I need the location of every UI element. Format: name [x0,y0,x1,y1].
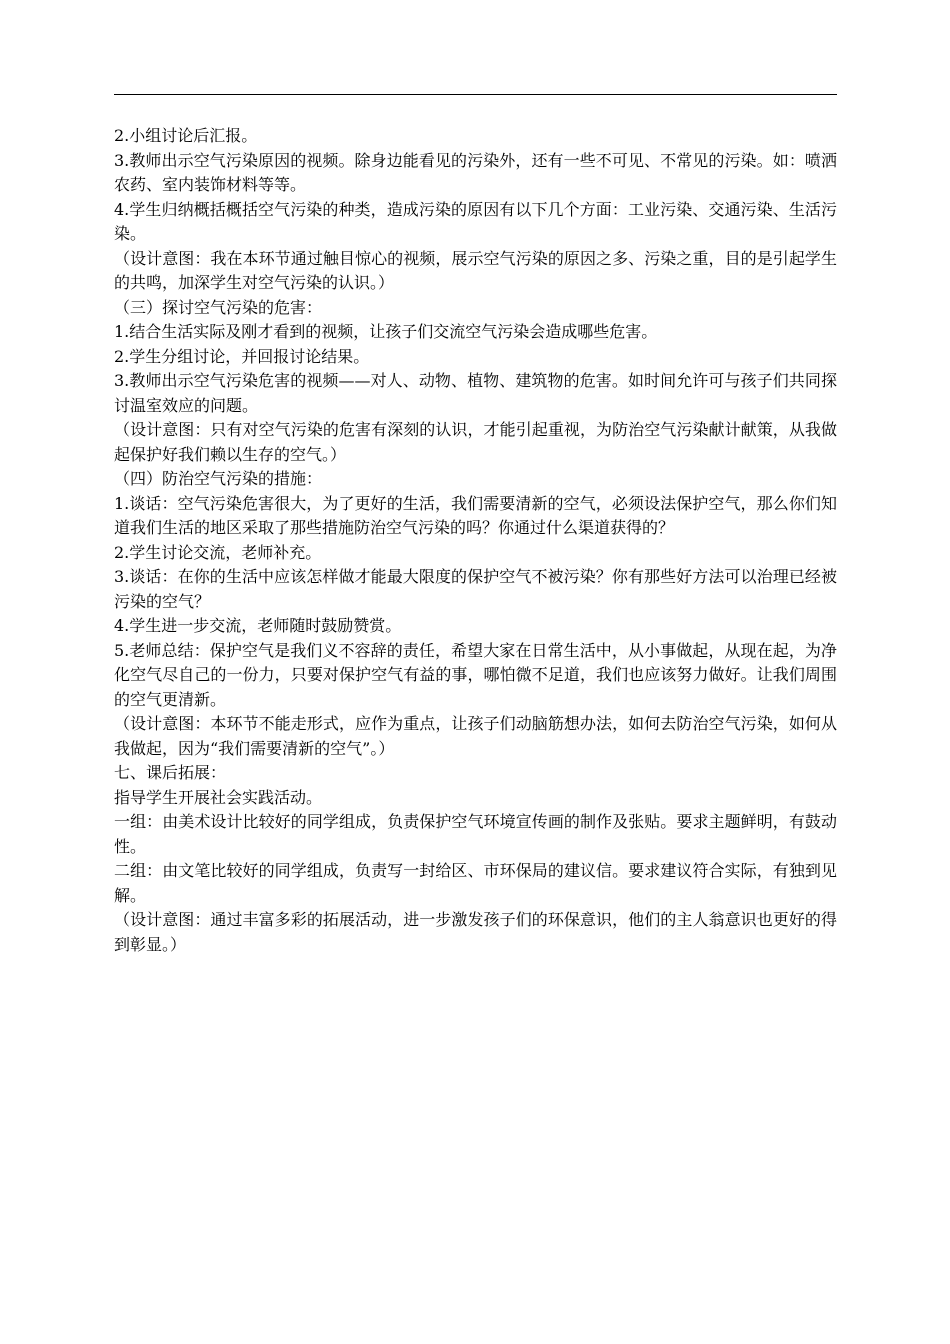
paragraph: 5.老师总结：保护空气是我们义不容辞的责任，希望大家在日常生活中，从小事做起，从现在起，为净化空气尽自己的一份力，只要对保护空气有益的事，哪怕微不足道，我们也应该努力做好。让我们周围的空气更清新。 [114,640,837,709]
paragraph: 3.教师出示空气污染危害的视频——对人、动物、植物、建筑物的危害。如时间允许可与孩子们共同探讨温室效应的问题。 [114,371,837,415]
paragraph: （设计意图：只有对空气污染的危害有深刻的认识，才能引起重视，为防治空气污染献计献策，从我做起保护好我们赖以生存的空气。） [114,420,837,464]
paragraph: 二组：由文笔比较好的同学组成，负责写一封给区、市环保局的建议信。要求建议符合实际，有独到见解。 [114,861,837,905]
paragraph: 2.学生分组讨论，并回报讨论结果。 [114,346,370,366]
section-heading: （三）探讨空气污染的危害： [114,297,323,317]
paragraph: 4.学生归纳概括概括空气污染的种类，造成污染的原因有以下几个方面：工业污染、交通污染、生活污染。 [114,199,837,243]
paragraph: 3.教师出示空气污染原因的视频。除身边能看见的污染外，还有一些不可见、不常见的污染。如：喷洒农药、室内装饰材料等等。 [114,150,837,194]
section-heading: （四）防治空气污染的措施： [114,469,323,488]
paragraph: 3.谈话：在你的生活中应该怎样做才能最大限度的保护空气不被污染？你有那些好方法可以治理已经被污染的空气？ [114,567,837,611]
paragraph: 一组：由美术设计比较好的同学组成，负责保护空气环境宣传画的制作及张贴。要求主题鲜明，有鼓动性。 [114,812,837,856]
paragraph: 1.结合生活实际及刚才看到的视频，让孩子们交流空气污染会造成哪些危害。 [114,322,658,341]
document-body [114,124,837,957]
paragraph: 1.谈话：空气污染危害很大，为了更好的生活，我们需要清新的空气，必须设法保护空气，那么你们知道我们生活的地区采取了那些措施防治空气污染的吗？你通过什么渠道获得的？ [114,493,837,537]
paragraph: （设计意图：本环节不能走形式，应作为重点，让孩子们动脑筋想办法，如何去防治空气污染，如何从我做起，因为“我们需要清新的空气”。） [114,714,837,758]
paragraph: 2.小组讨论后汇报。 [114,126,258,145]
header-rule [114,94,837,95]
paragraph: （设计意图：通过丰富多彩的拓展活动，进一步激发孩子们的环保意识，他们的主人翁意识也更好的得到彰显。） [114,910,837,954]
paragraph: 2.学生讨论交流，老师补充。 [114,542,322,562]
paragraph: 指导学生开展社会实践活动。 [114,787,323,807]
paragraph: （设计意图：我在本环节通过触目惊心的视频，展示空气污染的原因之多、污染之重，目的是引起学生的共鸣，加深学生对空气污染的认识。） [114,248,837,292]
paragraph: 4.学生进一步交流，老师随时鼓励赞赏。 [114,616,402,635]
section-heading: 七、课后拓展： [114,763,227,782]
